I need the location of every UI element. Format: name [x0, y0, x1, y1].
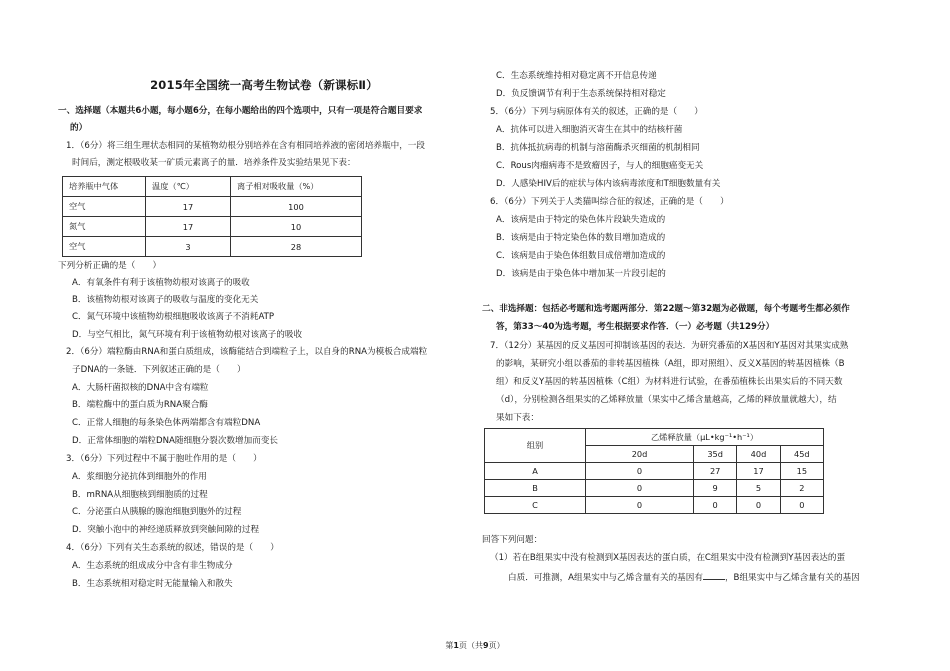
q3-stem: 3．（6分）下列过程中不属于胞吐作用的是（ ）: [66, 454, 262, 464]
answer-blank[interactable]: [703, 570, 725, 580]
q1-table: [62, 176, 362, 257]
q7-stem-line: （d），分别检测各组果实的乙烯释放量（果实中乙烯含量越高，乙烯的释放量就越大），结: [496, 395, 837, 405]
q4-option-c: C．生态系统维持相对稳定离不开信息传递: [496, 71, 657, 81]
table-cell: 17: [737, 463, 780, 480]
table-row: [485, 480, 824, 497]
q7-answer-intro: 回答下列问题：: [482, 535, 543, 545]
table-cell: 0: [780, 497, 823, 514]
table-cell: 0: [586, 497, 694, 514]
q3-option-b: B．mRNA从细胞核到细胞质的过程: [72, 490, 208, 500]
q2-stem: 2．（6分）端粒酶由RNA和蛋白质组成，该酶能结合到端粒子上，以自身的RNA为模板合成端粒: [66, 347, 428, 357]
q1-option-c: C．氮气环境中该植物幼根细胞吸收该离子不消耗ATP: [72, 312, 275, 322]
table-header-cell: 培养瓶中气体: [63, 177, 146, 197]
footer-suffix: 页）: [488, 641, 505, 650]
page-number: 1: [453, 641, 459, 650]
section1-heading: 一、选择题（本题共6小题，每小题6分，在每小题给出的四个选项中，只有一项是符合题目要求: [58, 106, 423, 116]
table-header-row: [63, 177, 362, 197]
table-header-row: [485, 429, 824, 446]
table-row: [485, 463, 824, 480]
q2-option-a: A．大肠杆菌拟核的DNA中含有端粒: [72, 383, 209, 393]
table-cell: 0: [694, 497, 737, 514]
q2-option-d: D．正常体细胞的端粒DNA随细胞分裂次数增加而变长: [72, 436, 279, 446]
q6-stem: 6．（6分）下列关于人类猫叫综合征的叙述，正确的是（ ）: [490, 197, 729, 207]
q7-sub1: （1）若在B组果实中没有检测到X基因表达的蛋白质，在C组果实中没有检测到Y基因表达的蛋: [490, 553, 846, 563]
section2-heading: 二、非选择题：包括必考题和选考题两部分．第22题～第32题为必做题，每个考题考生都必须作: [482, 304, 850, 314]
table-cell: 2: [780, 480, 823, 497]
table-row: [485, 497, 824, 514]
table-header-cell: 35d: [694, 446, 737, 463]
table-cell: 9: [694, 480, 737, 497]
table-row: [63, 217, 362, 237]
table-header-cell: 20d: [586, 446, 694, 463]
q5-option-b: B．抗体抵抗病毒的机制与溶菌酶杀灭细菌的机制相同: [496, 143, 700, 153]
table-cell: 氮气: [63, 217, 146, 237]
footer-prefix: 第: [445, 641, 454, 650]
section1-heading-cont: 的）: [70, 123, 88, 133]
table-cell: 0: [586, 480, 694, 497]
table-cell: 17: [146, 197, 231, 217]
q3-option-c: C．分泌蛋白从胰腺的腺泡细胞到胞外的过程: [72, 507, 242, 517]
table-cell: 28: [231, 237, 362, 257]
table-cell: 27: [694, 463, 737, 480]
q7-sub1-text-b: ，B组果实中与乙烯含量有关的基因: [724, 573, 860, 583]
q3-option-d: D．突触小泡中的神经递质释放到突触间隙的过程: [72, 525, 260, 535]
table-cell: 0: [737, 497, 780, 514]
table-cell: 3: [146, 237, 231, 257]
q4-stem: 4．（6分）下列有关生态系统的叙述，错误的是（ ）: [66, 543, 279, 553]
table-cell: C: [485, 497, 586, 514]
q5-option-c: C．Rous肉瘤病毒不是致瘤因子，与人的细胞癌变无关: [496, 161, 704, 171]
table-header-cell: 组别: [485, 429, 586, 463]
q1-stem-cont: 时间后，测定根吸收某一矿质元素离子的量．培养条件及实验结果见下表：: [72, 158, 356, 168]
q2-option-c: C．正常人细胞的每条染色体两端都含有端粒DNA: [72, 418, 261, 428]
q6-option-c: C．该病是由于染色体组数目成倍增加造成的: [496, 251, 666, 261]
table-header-cell: 45d: [780, 446, 823, 463]
table-cell: B: [485, 480, 586, 497]
q3-option-a: A．浆细胞分泌抗体到细胞外的作用: [72, 472, 207, 482]
table-cell: 0: [586, 463, 694, 480]
q2-stem-cont: 子DNA的一条链．下列叙述正确的是（ ）: [72, 365, 246, 375]
footer-middle: 页（共: [459, 641, 483, 650]
table-header-cell: 温度（℃）: [146, 177, 231, 197]
page-title: 2015年全国统一高考生物试卷（新课标Ⅱ）: [150, 78, 378, 92]
table-header-cell: 离子相对吸收量（%）: [231, 177, 362, 197]
q2-option-b: B．端粒酶中的蛋白质为RNA聚合酶: [72, 400, 208, 410]
table-cell: 100: [231, 197, 362, 217]
q4-option-a: A．生态系统的组成成分中含有非生物成分: [72, 561, 233, 571]
q5-option-a: A．抗体可以进入细胞消灭寄生在其中的结核杆菌: [496, 125, 683, 135]
table-cell: 17: [146, 217, 231, 237]
table-cell: 5: [737, 480, 780, 497]
q7-sub1-text-a: 白质．可推测，A组果实中与乙烯含量有关的基因有: [508, 573, 703, 583]
q1-option-b: B．该植物幼根对该离子的吸收与温度的变化无关: [72, 295, 259, 305]
q5-stem: 5．（6分）下列与病原体有关的叙述，正确的是（ ）: [490, 107, 703, 117]
page-footer: [0, 640, 950, 651]
table-row: [63, 197, 362, 217]
table-row: [63, 237, 362, 257]
q4-option-b: B．生态系统相对稳定时无能量输入和散失: [72, 579, 233, 589]
table-cell: 空气: [63, 197, 146, 217]
q1-ask: 下列分析正确的是（ ）: [58, 261, 162, 271]
q1-option-a: A．有氧条件有利于该植物幼根对该离子的吸收: [72, 278, 250, 288]
q7-sub1-cont: [508, 570, 860, 584]
q6-option-b: B．该病是由于特定染色体的数目增加造成的: [496, 233, 666, 243]
table-header-cell: 40d: [737, 446, 780, 463]
table-cell: A: [485, 463, 586, 480]
q7-stem-line: 组）和反义Y基因的转基因植株（C组）为材料进行试验，在番茄植株长出果实后的不同天数: [496, 377, 843, 387]
table-cell: 10: [231, 217, 362, 237]
q6-option-a: A．该病是由于特定的染色体片段缺失造成的: [496, 215, 666, 225]
q1-option-d: D．与空气相比，氮气环境有利于该植物幼根对该离子的吸收: [72, 330, 303, 340]
section2-heading-cont: 答，第33～40为选考题，考生根据要求作答．（一）必考题（共129分）: [496, 322, 775, 332]
q7-table: [484, 428, 824, 514]
table-cell: 15: [780, 463, 823, 480]
q7-stem-line: 的影响，某研究小组以番茄的非转基因植株（A组，即对照组）、反义X基因的转基因植株（B: [496, 359, 845, 369]
q1-stem: 1．（6分）将三组生理状态相同的某植物幼根分别培养在含有相同培养液的密闭培养瓶中，一段: [66, 141, 425, 151]
q5-option-d: D．人感染HIV后的症状与体内该病毒浓度和T细胞数量有关: [496, 179, 721, 189]
table-cell: 空气: [63, 237, 146, 257]
total-pages: 9: [483, 641, 489, 650]
q4-option-d: D．负反馈调节有利于生态系统保持相对稳定: [496, 89, 666, 99]
q7-stem-line: 果如下表：: [496, 413, 539, 423]
q6-option-d: D．该病是由于染色体中增加某一片段引起的: [496, 269, 666, 279]
table-header-cell: 乙烯释放量（μL•kg⁻¹•h⁻¹）: [586, 429, 824, 446]
q7-stem: 7．（12分）某基因的反义基因可抑制该基因的表达．为研究番茄的X基因和Y基因对其果实成熟: [490, 341, 849, 351]
